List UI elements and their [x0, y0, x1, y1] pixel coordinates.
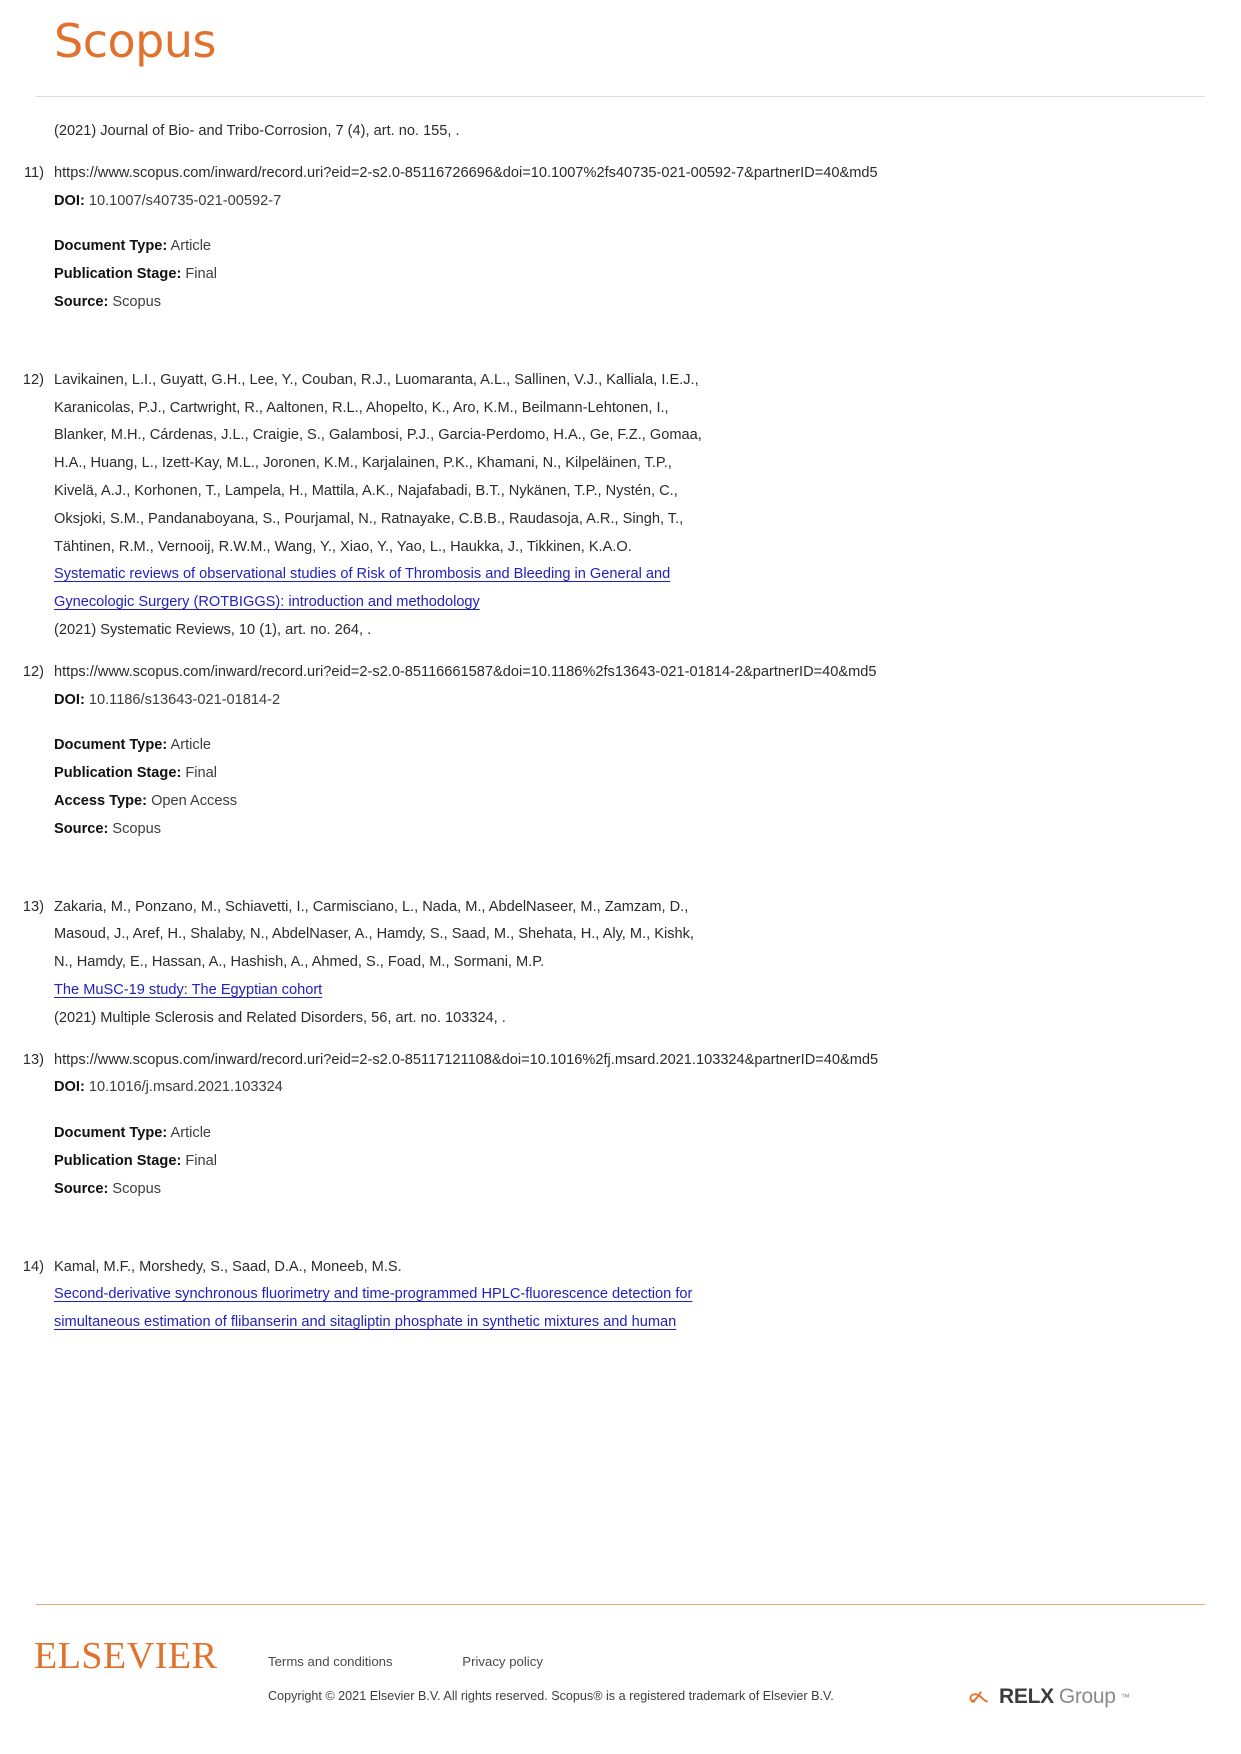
author-line: Lavikainen, L.I., Guyatt, G.H., Lee, Y., Couban, R.J., Luomaranta, A.L., Sallinen, V.J., Kalliala, I.E.J., [54, 371, 699, 388]
metadata-row [54, 1176, 1241, 1204]
metadata-value: Final [185, 1152, 218, 1169]
metadata-label: Document Type: [54, 737, 168, 754]
author-line: Karanicolas, P.J., Cartwright, R., Aaltonen, R.L., Ahopelto, K., Aro, K.M., Beilmann-Lehtonen, I., [54, 399, 669, 416]
author-line: N., Hamdy, E., Hassan, A., Hashish, A., Ahmed, S., Foad, M., Sormani, M.P. [54, 954, 545, 971]
author-line: Kamal, M.F., Morshedy, S., Saad, D.A., Moneeb, M.S. [54, 1258, 402, 1275]
metadata-row [54, 732, 1241, 760]
record-index: 13) [22, 898, 44, 915]
metadata-value: Scopus [112, 1180, 162, 1197]
metadata-row [54, 760, 1241, 788]
header-divider [36, 96, 1205, 97]
article-title-link[interactable]: Second-derivative synchronous fluorimetry and time-programmed HPLC-fluorescence detection for [54, 1286, 693, 1303]
metadata-value: Scopus [112, 293, 162, 310]
citation-record-14 [0, 1254, 1241, 1337]
source-line: (2021) Journal of Bio- and Tribo-Corrosion, 7 (4), art. no. 155, . [54, 123, 460, 139]
record-doi [54, 188, 1241, 216]
relx-mark-icon [968, 1684, 994, 1710]
metadata-label: Source: [54, 1180, 109, 1197]
record-metadata [54, 233, 1241, 316]
metadata-label: Document Type: [54, 1125, 168, 1142]
metadata-row [54, 261, 1241, 289]
doi-label: DOI: [54, 691, 85, 708]
metadata-label: Source: [54, 820, 109, 837]
record-index: 11) [23, 164, 44, 181]
source-line: (2021) Systematic Reviews, 10 (1), art. no. 264, . [54, 621, 372, 638]
link-record-13 [0, 1047, 1241, 1204]
metadata-value: Article [170, 737, 212, 754]
doi-label: DOI: [54, 192, 85, 209]
document-body [0, 118, 1241, 1614]
page-footer [0, 1604, 1241, 1754]
record-doi [54, 687, 1241, 715]
article-title-link[interactable]: Systematic reviews of observational studies of Risk of Thrombosis and Bleeding in General and [54, 566, 671, 583]
metadata-label: Document Type: [54, 238, 168, 255]
record-url[interactable]: https://www.scopus.com/inward/record.uri?eid=2-s2.0-85117121108&doi=10.1016%2fj.msard.2021.103324&partnerID=40&md5 [54, 1051, 879, 1068]
record-source-tail [0, 118, 1241, 146]
record-doi [54, 1074, 1241, 1102]
record-url[interactable]: https://www.scopus.com/inward/record.uri?eid=2-s2.0-85116661587&doi=10.1186%2fs13643-021-01814-2&partnerID=40&md5 [54, 663, 877, 680]
relx-wordmark: RELX [999, 1685, 1054, 1708]
metadata-row [54, 1120, 1241, 1148]
record-metadata [54, 1120, 1241, 1203]
terms-and-conditions-link[interactable]: Terms and conditions [268, 1654, 393, 1669]
metadata-value: Article [170, 1125, 212, 1142]
link-record-12 [0, 659, 1241, 844]
author-line: Oksjoki, S.M., Pandanaboyana, S., Pourjamal, N., Ratnayake, C.B.B., Raudasoja, A.R., Singh, T., [54, 510, 684, 527]
metadata-value: Article [170, 238, 212, 255]
record-index: 13) [22, 1051, 44, 1068]
metadata-value: Final [185, 266, 218, 283]
metadata-label: Publication Stage: [54, 266, 182, 283]
privacy-policy-link[interactable]: Privacy policy [462, 1654, 543, 1669]
trademark-symbol: ™ [1120, 1692, 1130, 1702]
metadata-row [54, 233, 1241, 261]
link-record-11 [0, 160, 1241, 317]
doi-value: 10.1007/s40735-021-00592-7 [88, 192, 282, 209]
author-line: Blanker, M.H., Cárdenas, J.L., Craigie, S., Galambosi, P.J., Garcia-Perdomo, H.A., Ge, F.Z., Gomaa, [54, 427, 702, 444]
article-title-link[interactable]: Gynecologic Surgery (ROTBIGGS): introduction and methodology [54, 594, 480, 611]
doi-label: DOI: [54, 1079, 85, 1096]
metadata-row [54, 1148, 1241, 1176]
record-index: 12) [22, 371, 44, 388]
article-title-link[interactable]: simultaneous estimation of flibanserin and sitagliptin phosphate in synthetic mixtures and human [54, 1314, 677, 1331]
source-line: (2021) Multiple Sclerosis and Related Disorders, 56, art. no. 103324, . [54, 1009, 506, 1026]
author-line: Zakaria, M., Ponzano, M., Schiavetti, I., Carmisciano, L., Nada, M., AbdelNaseer, M., Zamzam, D., [54, 898, 689, 915]
metadata-label: Publication Stage: [54, 765, 182, 782]
metadata-value: Final [185, 765, 218, 782]
citation-record-12 [0, 367, 1241, 645]
footer-links [268, 1654, 609, 1669]
author-line: Masoud, J., Aref, H., Shalaby, N., AbdelNaser, A., Hamdy, S., Saad, M., Shehata, H., Aly, M., Kishk, [54, 926, 694, 943]
page-header [0, 0, 1241, 96]
metadata-value: Open Access [151, 792, 238, 809]
article-title-link[interactable]: The MuSC-19 study: The Egyptian cohort [54, 981, 323, 998]
metadata-label: Publication Stage: [54, 1152, 182, 1169]
relx-group-word: Group [1058, 1685, 1116, 1708]
record-index: 14) [22, 1258, 44, 1275]
author-line: Kivelä, A.J., Korhonen, T., Lampela, H., Mattila, A.K., Najafabadi, B.T., Nykänen, T.P., Nystén, C., [54, 482, 678, 499]
metadata-row [54, 816, 1241, 844]
relx-group-logo [968, 1684, 1130, 1710]
copyright-text: Copyright © 2021 Elsevier B.V. All rights reserved. Scopus® is a registered trademark of Elsevier B.V. [268, 1689, 834, 1703]
footer-divider [36, 1604, 1205, 1605]
doi-value: 10.1016/j.msard.2021.103324 [88, 1079, 283, 1096]
author-line: Tähtinen, R.M., Vernooij, R.W.M., Wang, Y., Xiao, Y., Yao, L., Haukka, J., Tikkinen, K.A.O. [54, 538, 632, 555]
metadata-row [54, 289, 1241, 317]
metadata-label: Source: [54, 293, 109, 310]
metadata-row [54, 788, 1241, 816]
citation-record-13 [0, 894, 1241, 1033]
elsevier-logo: ELSEVIER [34, 1635, 218, 1677]
metadata-label: Access Type: [54, 792, 148, 809]
author-line: H.A., Huang, L., Izett-Kay, M.L., Joronen, K.M., Karjalainen, P.K., Khamani, N., Kilpeläinen, T.P., [54, 455, 672, 472]
record-url[interactable]: https://www.scopus.com/inward/record.uri?eid=2-s2.0-85116726696&doi=10.1007%2fs40735-021-00592-7&partnerID=40&md5 [54, 164, 878, 181]
scopus-logo: Scopus [54, 14, 216, 68]
doi-value: 10.1186/s13643-021-01814-2 [88, 691, 281, 708]
record-index: 12) [22, 663, 44, 680]
metadata-value: Scopus [112, 820, 162, 837]
record-metadata [54, 732, 1241, 843]
